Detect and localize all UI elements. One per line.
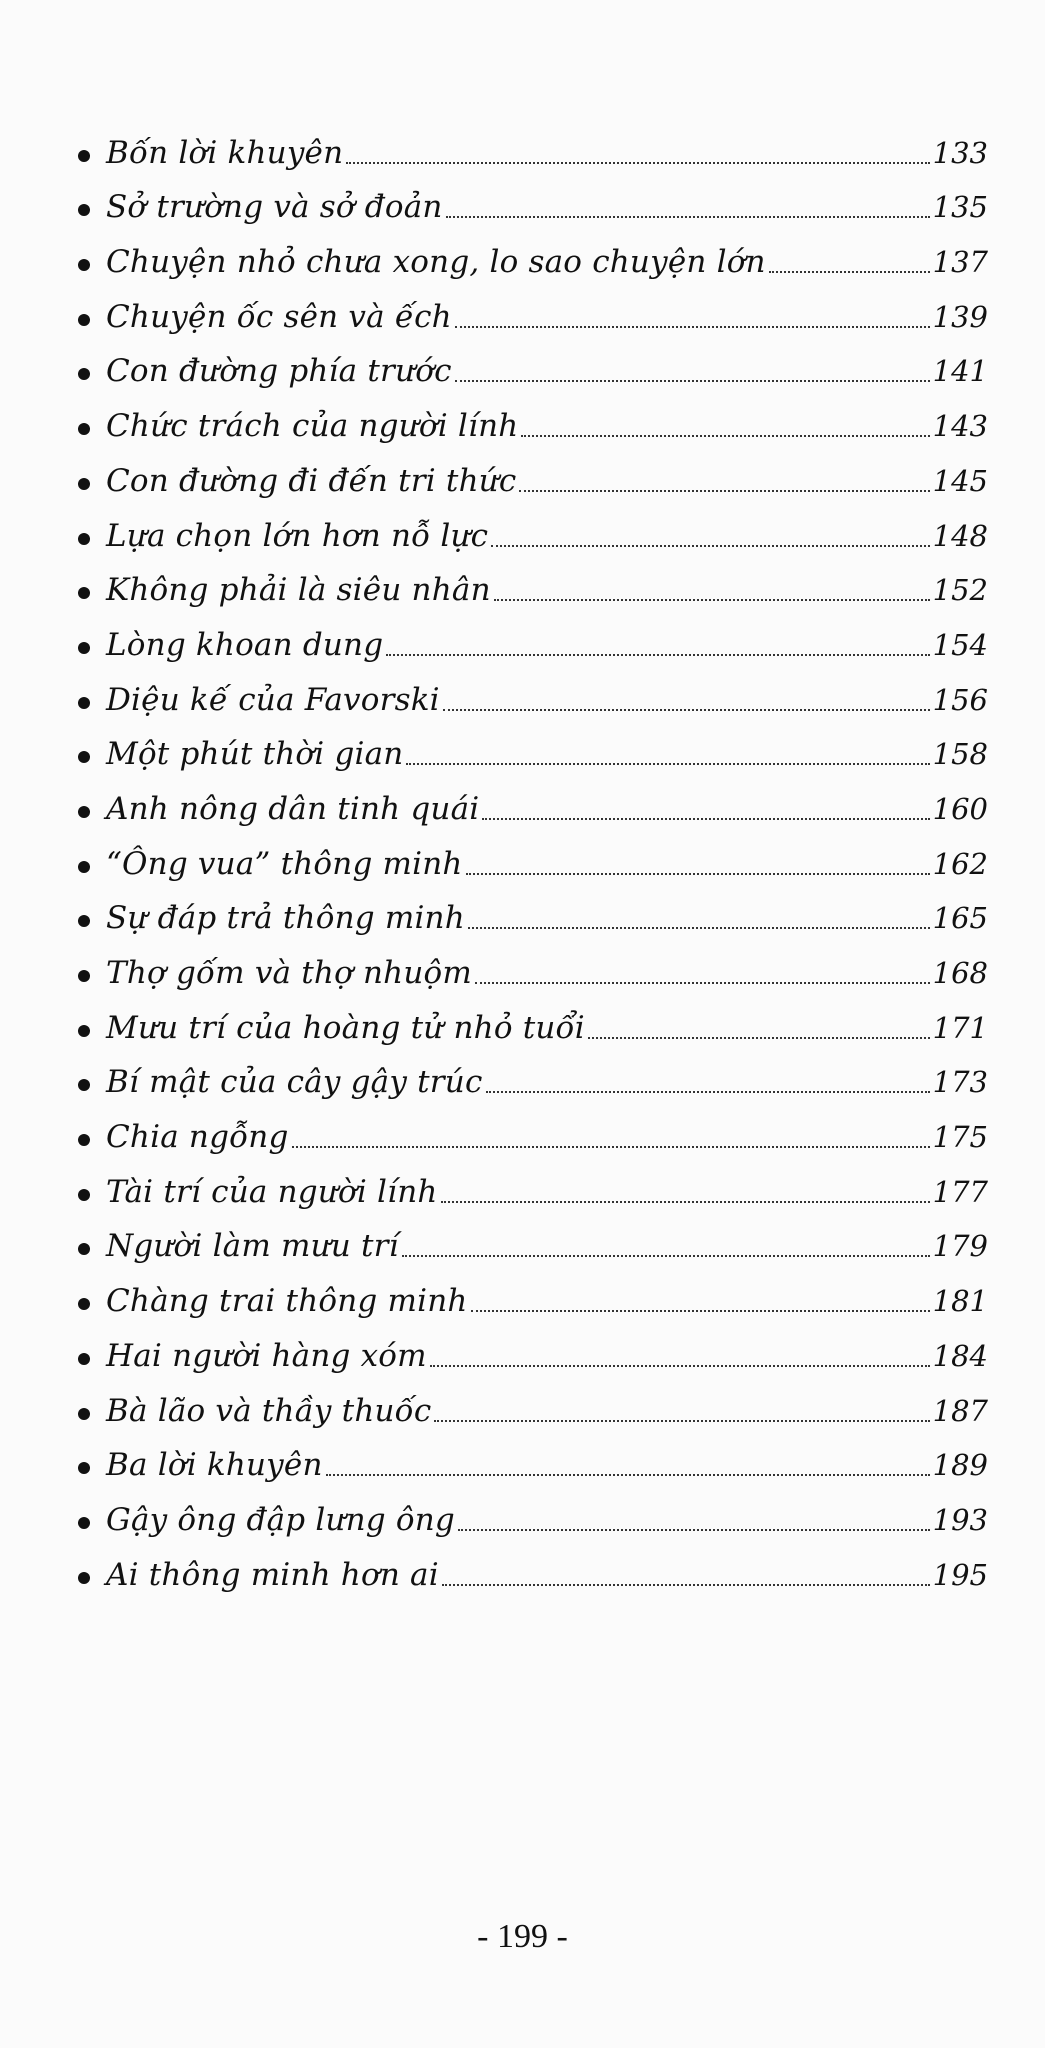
toc-entry-page-number: 160 bbox=[932, 791, 988, 826]
toc-entry bbox=[78, 993, 988, 1048]
bullet-icon bbox=[78, 478, 90, 490]
dot-leader bbox=[521, 435, 929, 437]
dot-leader bbox=[491, 545, 929, 547]
toc-entry-page-number: 143 bbox=[932, 409, 988, 444]
toc-entry bbox=[78, 227, 988, 282]
toc-entry-title: Diệu kế của Favorski bbox=[106, 681, 440, 718]
toc-entry bbox=[78, 446, 988, 501]
dot-leader bbox=[442, 1584, 930, 1586]
dot-leader bbox=[458, 1529, 930, 1531]
toc-entry-page-number: 173 bbox=[932, 1065, 988, 1100]
toc-entry-title: Sự đáp trả thông minh bbox=[106, 900, 465, 937]
toc-entry-page-number: 162 bbox=[932, 846, 988, 881]
bullet-icon bbox=[78, 1079, 90, 1091]
bullet-icon bbox=[78, 1462, 90, 1474]
dot-leader bbox=[769, 271, 930, 273]
toc-entry-page-number: 152 bbox=[932, 573, 988, 608]
dot-leader bbox=[455, 380, 930, 382]
toc-entry-title: Con đường phía trước bbox=[106, 353, 452, 390]
toc-entry-title: Bí mật của cây gậy trúc bbox=[106, 1064, 483, 1101]
toc-entry-title: Con đường đi đến tri thức bbox=[106, 462, 517, 499]
toc-entry-title: Thợ gốm và thợ nhuộm bbox=[106, 955, 472, 991]
toc-entry-title: Chia ngỗng bbox=[106, 1119, 289, 1156]
dot-leader bbox=[430, 1365, 930, 1367]
dot-leader bbox=[455, 326, 930, 328]
bullet-icon bbox=[78, 806, 90, 818]
toc-entry-page-number: 177 bbox=[932, 1174, 988, 1209]
bullet-icon bbox=[78, 423, 90, 435]
toc-entry bbox=[78, 1376, 988, 1431]
toc-entry bbox=[78, 1321, 988, 1376]
toc-entry-page-number: 189 bbox=[932, 1448, 988, 1483]
toc-entry-page-number: 184 bbox=[932, 1338, 988, 1373]
dot-leader bbox=[441, 1201, 930, 1203]
toc-entry-page-number: 193 bbox=[932, 1502, 988, 1537]
toc-entry-title: Chàng trai thông minh bbox=[106, 1283, 468, 1320]
dot-leader bbox=[402, 1255, 930, 1257]
dot-leader bbox=[446, 216, 930, 218]
bullet-icon bbox=[78, 1243, 90, 1255]
toc-entry bbox=[78, 1212, 988, 1267]
bullet-icon bbox=[78, 204, 90, 216]
toc-entry-page-number: 141 bbox=[932, 354, 988, 389]
toc-entry bbox=[78, 884, 988, 939]
dot-leader bbox=[494, 599, 930, 601]
toc-entry-title: Hai người hàng xóm bbox=[106, 1337, 427, 1374]
toc-entry bbox=[78, 1048, 988, 1103]
dot-leader bbox=[471, 1310, 930, 1312]
toc-entry bbox=[78, 1157, 988, 1212]
toc-entry-title: Mưu trí của hoàng tử nhỏ tuổi bbox=[106, 1009, 585, 1046]
toc-entry-page-number: 135 bbox=[932, 190, 988, 225]
toc-entry-page-number: 171 bbox=[932, 1010, 988, 1045]
dot-leader bbox=[406, 763, 929, 765]
bullet-icon bbox=[78, 1189, 90, 1201]
bullet-icon bbox=[78, 970, 90, 982]
page-number: - 199 - bbox=[477, 1918, 568, 1955]
bullet-icon bbox=[78, 1572, 90, 1584]
toc-entry-title: Chuyện nhỏ chưa xong, lo sao chuyện lớn bbox=[106, 244, 766, 281]
bullet-icon bbox=[78, 1025, 90, 1037]
toc-entry-page-number: 187 bbox=[932, 1393, 988, 1428]
dot-leader bbox=[443, 709, 930, 711]
toc-entry-page-number: 156 bbox=[932, 682, 988, 717]
bullet-icon bbox=[78, 751, 90, 763]
toc-entry-title: Không phải là siêu nhân bbox=[106, 572, 491, 609]
bullet-icon bbox=[78, 1353, 90, 1365]
toc-entry-page-number: 148 bbox=[932, 518, 988, 553]
toc-entry-page-number: 139 bbox=[932, 299, 988, 334]
dot-leader bbox=[292, 1146, 930, 1148]
dot-leader bbox=[482, 818, 929, 820]
dot-leader bbox=[326, 1474, 930, 1476]
toc-entry-title: Chức trách của người lính bbox=[106, 408, 519, 445]
toc-entry bbox=[78, 173, 988, 228]
toc-entry-page-number: 165 bbox=[932, 901, 988, 936]
dot-leader bbox=[468, 927, 930, 929]
toc-entry-title: Anh nông dân tinh quái bbox=[106, 790, 480, 827]
toc-entry bbox=[78, 118, 988, 173]
bullet-icon bbox=[78, 150, 90, 162]
toc-entry bbox=[78, 938, 988, 993]
dot-leader bbox=[475, 982, 930, 984]
toc-entry-title: “Ông vua” thông minh bbox=[106, 845, 463, 882]
toc-entry bbox=[78, 665, 988, 720]
toc-entry-title: Bốn lời khuyên bbox=[106, 134, 344, 171]
toc-entry-page-number: 158 bbox=[932, 737, 988, 772]
toc-entry-title: Lòng khoan dung bbox=[106, 626, 384, 663]
toc-entry bbox=[78, 556, 988, 611]
toc-entry-title: Chuyện ốc sên và ếch bbox=[106, 298, 452, 335]
bullet-icon bbox=[78, 368, 90, 380]
toc-entry-page-number: 145 bbox=[932, 463, 988, 498]
toc-entry bbox=[78, 829, 988, 884]
dot-leader bbox=[346, 162, 929, 164]
dot-leader bbox=[434, 1420, 929, 1422]
bullet-icon bbox=[78, 1517, 90, 1529]
toc-entry-title: Ba lời khuyên bbox=[106, 1447, 323, 1484]
bullet-icon bbox=[78, 642, 90, 654]
toc-entry bbox=[78, 774, 988, 829]
bullet-icon bbox=[78, 1134, 90, 1146]
toc-entry bbox=[78, 1431, 988, 1486]
dot-leader bbox=[386, 654, 929, 656]
toc-entry bbox=[78, 720, 988, 775]
dot-leader bbox=[486, 1091, 930, 1093]
bullet-icon bbox=[78, 533, 90, 545]
toc-entry-title: Bà lão và thầy thuốc bbox=[106, 1392, 432, 1429]
toc-entry bbox=[78, 1485, 988, 1540]
bullet-icon bbox=[78, 697, 90, 709]
toc-entry-title: Gậy ông đập lưng ông bbox=[106, 1501, 455, 1538]
bullet-icon bbox=[78, 587, 90, 599]
toc-entry-page-number: 137 bbox=[932, 245, 988, 280]
toc-entry bbox=[78, 391, 988, 446]
bullet-icon bbox=[78, 861, 90, 873]
toc-entry-page-number: 175 bbox=[932, 1120, 988, 1155]
dot-leader bbox=[519, 490, 929, 492]
toc-entry bbox=[78, 1102, 988, 1157]
toc-entry-page-number: 195 bbox=[932, 1557, 988, 1592]
toc-entry-title: Một phút thời gian bbox=[106, 736, 404, 773]
toc-entry-page-number: 168 bbox=[932, 956, 988, 990]
toc-entry bbox=[78, 1266, 988, 1321]
toc-entry-title: Sở trường và sở đoản bbox=[106, 189, 443, 226]
bullet-icon bbox=[78, 1408, 90, 1420]
bullet-icon bbox=[78, 259, 90, 271]
dot-leader bbox=[466, 873, 930, 875]
toc-entry-title: Người làm mưu trí bbox=[106, 1228, 399, 1265]
toc-entry-title: Ai thông minh hơn ai bbox=[106, 1556, 439, 1593]
toc-entry-page-number: 133 bbox=[932, 135, 988, 170]
bullet-icon bbox=[78, 314, 90, 326]
toc-entry bbox=[78, 1540, 988, 1595]
toc-entry-page-number: 179 bbox=[932, 1229, 988, 1264]
toc-entry-title: Tài trí của người lính bbox=[106, 1173, 438, 1210]
toc-entry bbox=[78, 610, 988, 665]
table-of-contents bbox=[78, 118, 988, 1595]
toc-entry-page-number: 181 bbox=[932, 1284, 988, 1319]
bullet-icon bbox=[78, 915, 90, 927]
toc-entry bbox=[78, 501, 988, 556]
bullet-icon bbox=[78, 1298, 90, 1310]
toc-entry-page-number: 154 bbox=[932, 627, 988, 662]
toc-entry-title: Lựa chọn lớn hơn nỗ lực bbox=[106, 517, 489, 554]
dot-leader bbox=[588, 1037, 930, 1039]
toc-entry bbox=[78, 337, 988, 392]
toc-entry bbox=[78, 282, 988, 337]
